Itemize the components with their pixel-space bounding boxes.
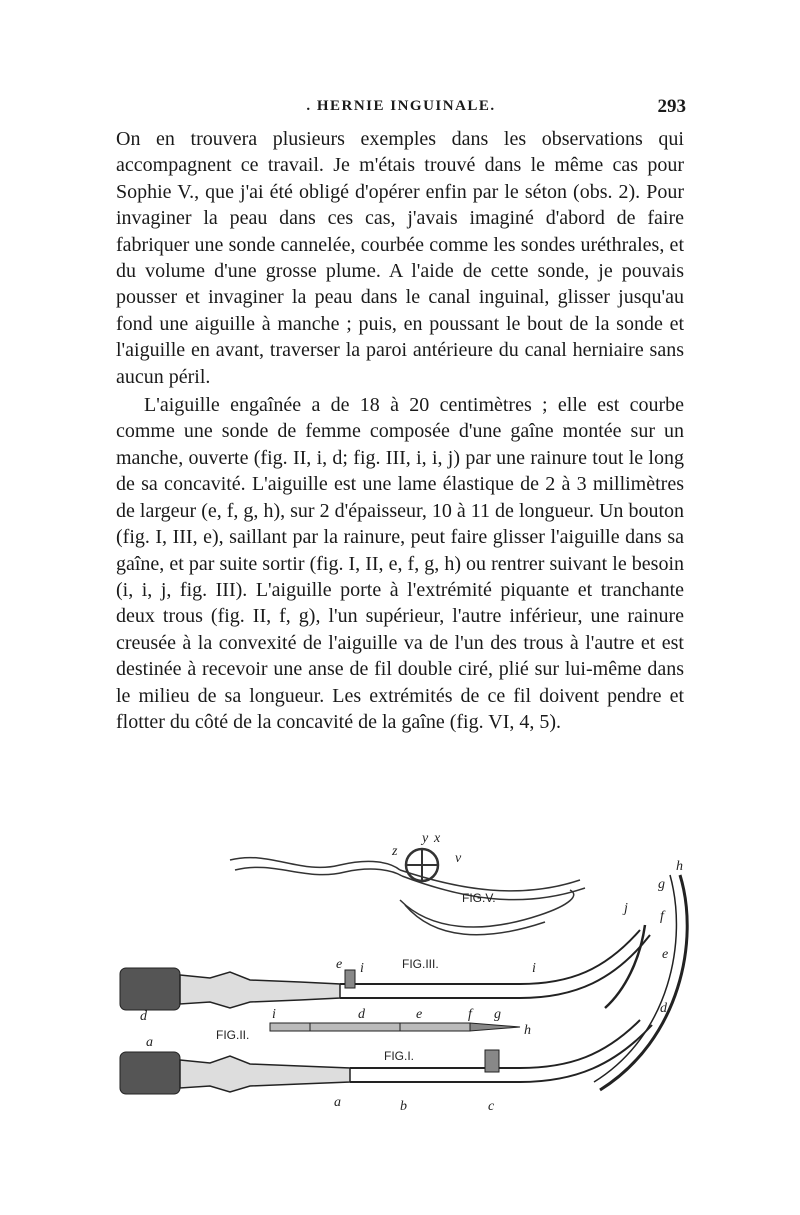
body-text: [116, 126, 684, 735]
letter-a-left: a: [146, 1035, 153, 1050]
fig-ii-needle: [270, 1023, 520, 1031]
fig-v-drawing: [230, 849, 585, 935]
letter-i3: i: [360, 961, 364, 976]
letter-v: v: [455, 851, 462, 866]
page-number: 293: [657, 96, 686, 117]
letter-e2: e: [416, 1007, 423, 1022]
letter-b1: b: [400, 1099, 407, 1114]
running-header: [116, 98, 686, 122]
fig-v-label: FIG.V.: [462, 891, 496, 905]
fig-i-label: FIG.I.: [384, 1049, 414, 1063]
letter-g2: g: [494, 1007, 501, 1022]
letter-x: x: [434, 831, 441, 846]
letter-z: z: [392, 844, 398, 859]
fig-iii-instrument: [120, 930, 650, 1010]
letter-i3b: i: [532, 961, 536, 976]
letter-e-right: e: [662, 947, 669, 962]
letter-d2: d: [358, 1007, 365, 1022]
letter-d3: d: [140, 1009, 147, 1024]
instrument-illustration: [100, 820, 700, 1120]
letter-e3: e: [336, 957, 343, 972]
letter-h-top: h: [676, 859, 683, 874]
letter-h2: h: [524, 1023, 531, 1038]
instrument-engraving: [100, 820, 700, 1120]
letter-y: y: [422, 831, 429, 846]
letter-j: j: [624, 901, 628, 916]
letter-i2: i: [272, 1007, 276, 1022]
letter-f2: f: [468, 1007, 472, 1022]
running-title: . HERNIE INGUINALE.: [306, 98, 496, 114]
fig-ii-label: FIG.II.: [216, 1028, 250, 1042]
curved-sheath: [594, 875, 687, 1090]
letter-d-right: d: [660, 1001, 667, 1016]
letter-g-top: g: [658, 877, 665, 892]
letter-a1: a: [334, 1095, 341, 1110]
paragraph-2: L'aiguille engaînée a de 18 à 20 centimètres ; elle est courbe comme une sonde de femme composée d'une gaîne montée sur un manche, ouverte (fig. II, i, d; fig. III, i, i, j) par une rainure tout le long de sa concavité. L'aiguille est une lame élastique de 2 à 3 millimètres de largeur (e, f, g, h), sur 2 d'épaisseur, 10 à 11 de longueur. Un bouton (fig. I, III, e), saillant par la rainure, peut faire glisser l'aiguille dans sa gaîne, et par suite sortir (fig. I, II, e, f, g, h) ou rentrer suivant le besoin (i, i, j, fig. III). L'aiguille porte à l'extrémité piquante et tranchante deux trous (fig. II, f, g), l'un supérieur, l'autre inférieur, une rainure creusée à la convexité de l'aiguille va de l'un des trous à l'autre et est destinée à recevoir une anse de fil double ciré, plié sur lui-même dans le milieu de sa longueur. Les extrémités de ce fil doivent pendre et flotter du côté de la concavité de la gaîne (fig. VI, 4, 5).: [116, 394, 684, 733]
letter-f-top: f: [660, 909, 664, 924]
letter-c1: c: [488, 1099, 495, 1114]
paragraph-1: On en trouvera plusieurs exemples dans les observations qui accompagnent ce travail. Je m'étais trouvé dans le même cas pour Sophie V., que j'ai été obligé d'opérer enfin par le séton (obs. 2). Pour invaginer la peau dans ces cas, j'avais imaginé d'abord de faire fabriquer une sonde cannelée, courbée comme les sondes uréthrales, et du volume d'une grosse plume. A l'aide de cette sonde, je pouvais pousser et invaginer la peau dans le canal inguinal, glisser jusqu'au fond une aiguille à manche ; puis, en poussant le bout de la sonde et l'aiguille en avant, traverser la paroi antérieure du canal herniaire sans aucun péril.: [116, 128, 684, 388]
fig-iii-label: FIG.III.: [402, 957, 439, 971]
